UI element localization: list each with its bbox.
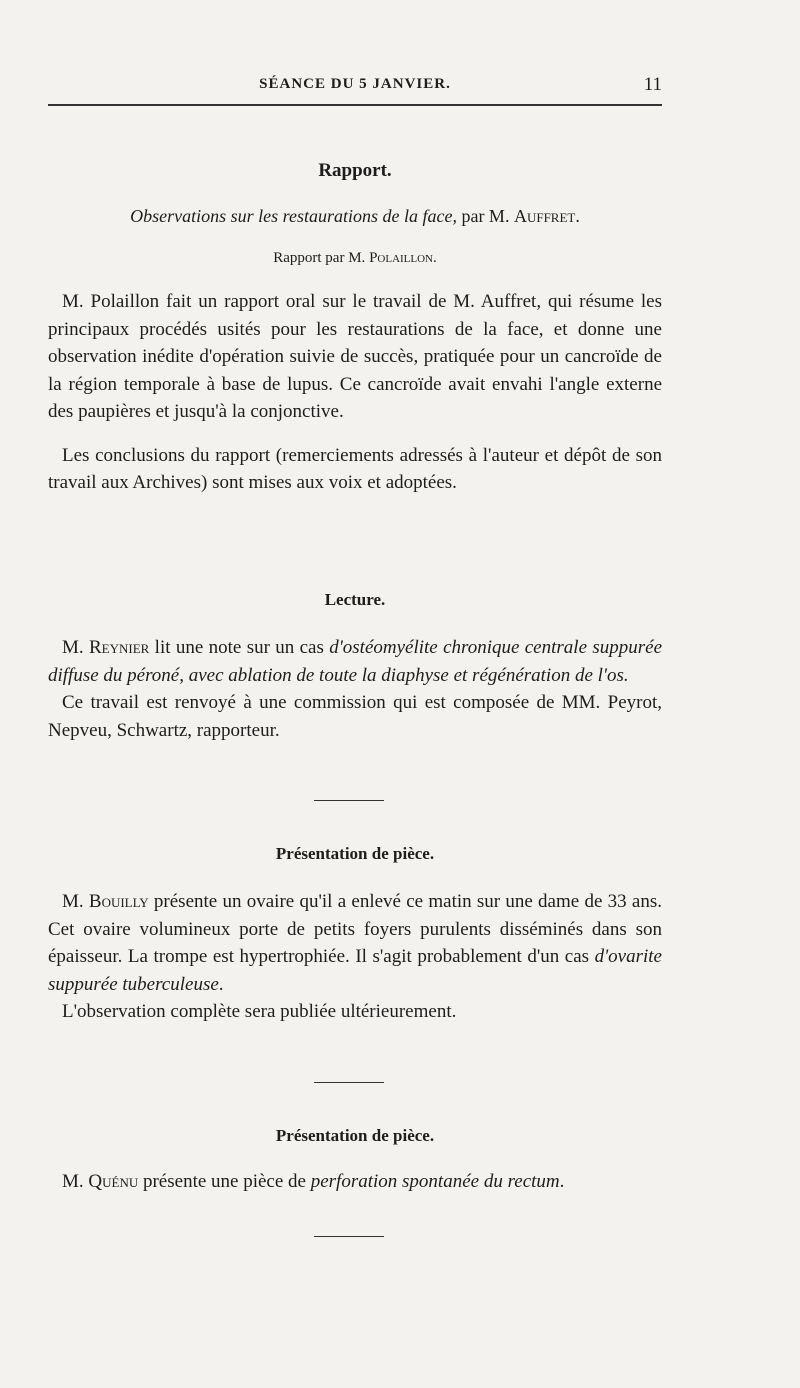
- presentation-2-author: Quénu: [88, 1171, 139, 1192]
- section-divider: [314, 1236, 384, 1237]
- running-header: [48, 76, 662, 100]
- rapport-subtitle: [48, 206, 662, 227]
- section-presentation-2: [48, 1126, 662, 1146]
- section-divider: [314, 1082, 384, 1083]
- presentation-1-p-end: .: [218, 973, 224, 995]
- presentation-1-p-start: M.: [62, 891, 89, 912]
- header-rule: [48, 104, 662, 106]
- lecture-paragraph-2: Ce travail est renvoyé à une commission qui est composée de MM. Peyrot, Nepveu, Schwartz, rapporteur.: [48, 692, 662, 741]
- lecture-p-italic: d'ostéomyélite chronique centrale suppurée diffuse du péroné, avec ablation de toute la diaphyse et régénération de l'os.: [48, 637, 662, 686]
- rapport-paragraph-1: M. Polaillon fait un rapport oral sur le travail de M. Auffret, qui résume les principaux procédés usités pour les restaurations de la face, et donne une observation inédite d'opération suivie de succès, pratiquée pour un cancroïde de la région temporale à base de lupus. Ce cancroïde avait envahi l'angle externe des paupières et jusqu'à la conjonctive.: [48, 291, 662, 422]
- presentation-1-paragraph-1: [48, 888, 662, 998]
- rapport-paragraph-2: Les conclusions du rapport (remerciements adressés à l'auteur et dépôt de son travail aux Archives) sont mises aux voix et adoptées.: [48, 444, 662, 493]
- presentation-2-p-start: M.: [62, 1171, 89, 1192]
- lecture-body: [48, 634, 662, 744]
- section-divider: [314, 800, 384, 801]
- presentation-1-paragraph-2: L'observation complète sera publiée ultérieurement.: [62, 1001, 457, 1022]
- rapport-subtitle-italic: Observations sur les restaurations de la face,: [130, 206, 457, 226]
- section-rapport: [48, 160, 662, 182]
- presentation-2-p-end: .: [559, 1171, 565, 1192]
- rapport-by-label: Rapport par M.: [273, 250, 370, 266]
- lecture-p-mid: lit une note sur un cas: [149, 637, 330, 658]
- rapport-by-author: Polaillon: [369, 250, 434, 266]
- lecture-author: Reynier: [89, 637, 150, 658]
- section-presentation-1: [48, 844, 662, 864]
- presentation-2-heading: Présentation de pièce.: [275, 1126, 435, 1145]
- presentation-1-p-text: présente un ovaire qu'il a enlevé ce matin sur une dame de 33 ans. Cet ovaire volumineux porte de petits foyers purulents disséminés dans son épaisseur. La trompe est hypertrophiée. Il s'agit probablement d'un cas: [48, 891, 662, 967]
- lecture-p-start: M.: [62, 637, 89, 658]
- page-number: 11: [643, 74, 662, 95]
- presentation-2-body: [48, 1168, 662, 1196]
- rapport-subtitle-par: par M.: [456, 206, 514, 226]
- presentation-2-p-text: présente une pièce de: [138, 1171, 311, 1192]
- rapport-subtitle-end: .: [575, 206, 580, 226]
- lecture-heading: Lecture.: [324, 590, 386, 609]
- section-lecture: [48, 590, 662, 610]
- lecture-paragraph-1: [48, 634, 662, 689]
- presentation-2-p-italic: perforation spontanée du rectum: [310, 1171, 560, 1192]
- rapport-subtitle-author: Auffret: [513, 206, 576, 226]
- presentation-2-paragraph-1: [48, 1168, 662, 1196]
- rapport-by: [48, 250, 662, 267]
- presentation-1-heading: Présentation de pièce.: [275, 844, 435, 863]
- presentation-1-p-italic: d'ovarite suppurée tuberculeuse: [48, 946, 662, 995]
- presentation-1-body: [48, 888, 662, 1026]
- presentation-1-author: Bouilly: [88, 891, 149, 912]
- rapport-by-end: .: [433, 250, 437, 266]
- header-title: SÉANCE DU 5 JANVIER.: [259, 76, 451, 92]
- rapport-heading: Rapport.: [318, 160, 392, 181]
- rapport-body: [48, 288, 662, 497]
